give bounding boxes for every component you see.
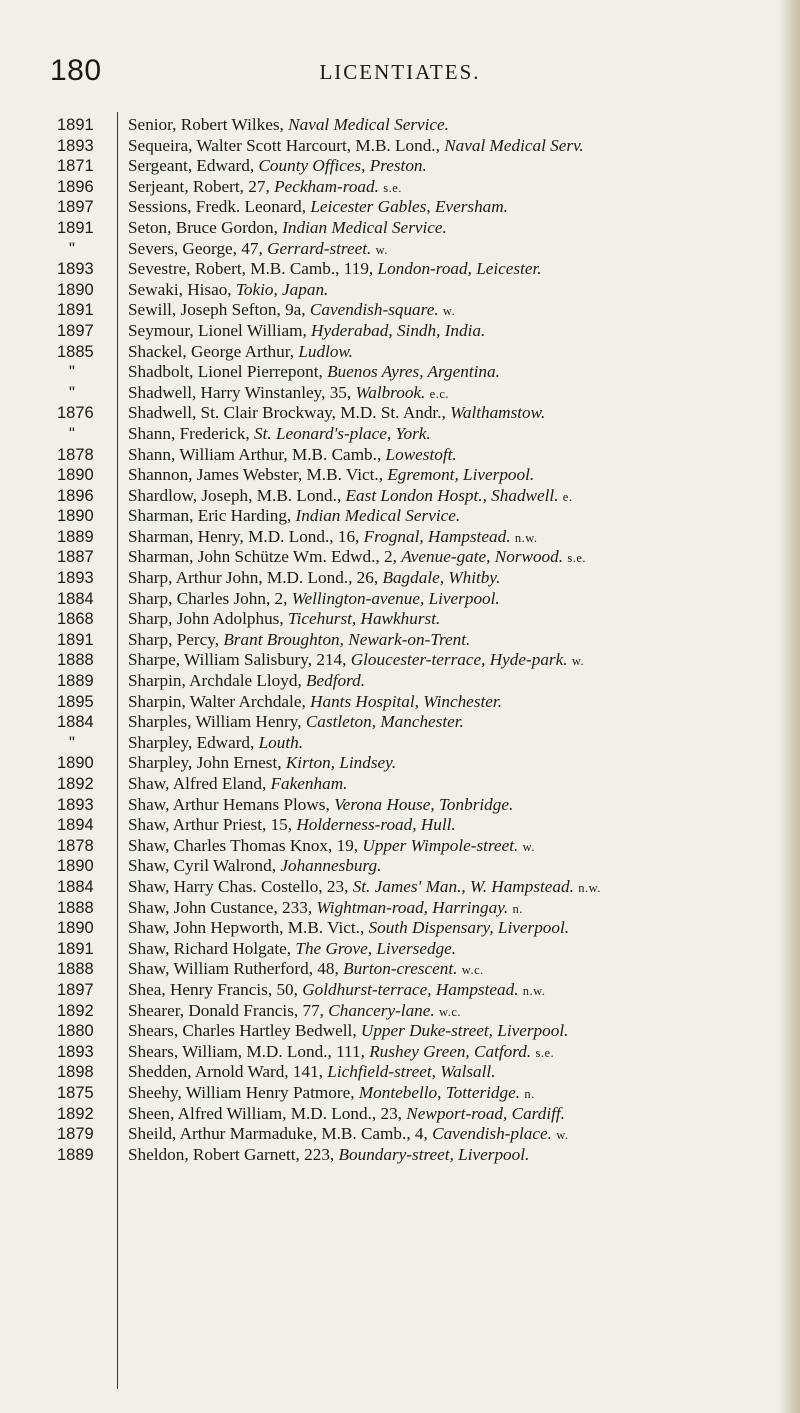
list-item: [0, 424, 800, 445]
entry-name: Shears, Charles Hartley Bedwell,: [128, 1021, 361, 1041]
entry-name: Shadwell, Harry Winstanley, 35,: [128, 382, 356, 402]
entry-district: n.: [512, 901, 523, 916]
entry-place: Goldhurst-terrace, Hampstead.: [302, 979, 519, 999]
list-item: [0, 300, 800, 321]
entry-place: Upper Wimpole-street.: [362, 835, 519, 855]
entry-name: Severs, George, 47,: [128, 238, 268, 258]
page-header: [0, 54, 800, 94]
entry-place: Ludlow.: [298, 341, 353, 361]
list-item: [0, 506, 800, 527]
list-item: [0, 197, 800, 218]
list-item: [0, 239, 800, 260]
entry-year: 1892: [57, 1001, 94, 1020]
entry-year: 1889: [57, 1145, 94, 1164]
entry-year: 1890: [57, 857, 94, 876]
entry-text: [128, 424, 783, 445]
entry-year: 1896: [57, 177, 94, 196]
entry-text: [128, 239, 783, 261]
list-item: [0, 692, 800, 713]
entry-place: Verona House, Tonbridge.: [334, 794, 514, 814]
entry-year: 1890: [57, 507, 94, 526]
entry-year: 1897: [57, 321, 94, 340]
entry-year: 1880: [57, 1022, 94, 1041]
entry-year: 1878: [57, 445, 94, 464]
list-item: [0, 115, 800, 136]
list-item: [0, 321, 800, 342]
entry-name: Shaw, Richard Holgate,: [128, 938, 296, 958]
entry-name: Sheild, Arthur Marmaduke, M.B. Camb., 4,: [128, 1124, 433, 1144]
entry-place: Boundary-street, Liverpool.: [338, 1144, 530, 1164]
entry-year: 1876: [57, 404, 94, 423]
entry-text: [128, 1104, 783, 1125]
entry-district: w.: [375, 242, 388, 257]
entry-text: [128, 1083, 783, 1105]
entry-year: 1891: [57, 939, 94, 958]
entry-name: Shears, William, M.D. Lond., 111,: [128, 1041, 370, 1061]
list-item: [0, 918, 800, 939]
list-item: [0, 342, 800, 363]
entry-district: w.c.: [439, 1004, 462, 1019]
entry-place: Gerrard-street.: [267, 238, 372, 258]
list-item: [0, 362, 800, 383]
entry-name: Senior, Robert Wilkes,: [128, 115, 289, 134]
entry-district: n.w.: [578, 880, 601, 895]
entry-text: [128, 1001, 783, 1023]
entry-place: Naval Medical Service.: [288, 115, 449, 134]
entry-year: 1893: [57, 569, 94, 588]
entry-text: [128, 1145, 783, 1166]
entry-name: Sevestre, Robert, M.B. Camb., 119,: [128, 259, 378, 279]
entry-year: 1885: [57, 342, 94, 361]
entry-text: [128, 815, 783, 836]
entry-place: Tokio, Japan.: [235, 279, 329, 299]
list-item: [0, 527, 800, 548]
entry-text: [128, 218, 783, 239]
entry-place: Wightman-road, Harringay.: [316, 897, 509, 917]
list-item: [0, 1124, 800, 1145]
entry-place: County Offices, Preston.: [258, 156, 427, 176]
entry-year: 1892: [57, 1104, 94, 1123]
entry-name: Shannon, James Webster, M.B. Vict.,: [128, 465, 388, 485]
entry-name: Shardlow, Joseph, M.B. Lond.,: [128, 485, 346, 505]
entry-district: s.e.: [567, 551, 587, 566]
entry-text: [128, 1124, 783, 1146]
entry-place: Cavendish-place.: [432, 1124, 552, 1144]
entry-year: 1893: [57, 136, 94, 155]
entry-text: [128, 280, 783, 301]
entry-place: Castleton, Manchester.: [305, 712, 464, 732]
entry-name: Sewaki, Hisao,: [128, 279, 236, 299]
entry-place: Burton-crescent.: [343, 959, 458, 979]
entry-place: Frognal, Hampstead.: [363, 526, 511, 546]
entry-year: 1891: [57, 116, 94, 134]
entry-name: Serjeant, Robert, 27,: [128, 176, 275, 196]
entry-place: Walbrook.: [355, 382, 426, 402]
entry-year: 1895: [57, 692, 94, 711]
entry-text: [128, 259, 783, 280]
entry-text: [128, 753, 783, 774]
entry-year: 1868: [57, 610, 94, 629]
entry-district: w.: [556, 1128, 569, 1143]
entry-district: w.c.: [461, 963, 484, 978]
entry-text: [128, 383, 783, 405]
list-item: [0, 1062, 800, 1083]
entry-place: Johannesburg.: [280, 856, 382, 876]
list-item: [0, 836, 800, 857]
list-item: [0, 795, 800, 816]
entry-place: Egremont, Liverpool.: [387, 465, 535, 485]
licentiates-list: [0, 115, 800, 1165]
entry-place: Louth.: [258, 732, 304, 752]
entry-district: e.: [562, 489, 573, 504]
entry-year: 1896: [57, 486, 94, 505]
entry-year: 1888: [57, 960, 94, 979]
list-item: [0, 465, 800, 486]
entry-place: Indian Medical Service.: [282, 217, 447, 237]
entry-text: [128, 115, 783, 136]
entry-name: Sequeira, Walter Scott Harcourt, M.B. Lond.,: [128, 135, 445, 155]
list-item: [0, 753, 800, 774]
entry-name: Sharpe, William Salisbury, 214,: [128, 650, 351, 670]
entry-year: 1891: [57, 301, 94, 320]
entry-text: [128, 1042, 783, 1064]
entry-text: [128, 156, 783, 177]
list-item: [0, 712, 800, 733]
entry-text: [128, 568, 783, 589]
entry-place: Rushey Green, Catford.: [369, 1041, 532, 1061]
entry-name: Shaw, Arthur Hemans Plows,: [128, 794, 335, 814]
entry-year: 1879: [57, 1125, 94, 1144]
entry-year: 1889: [57, 672, 94, 691]
list-item: [0, 403, 800, 424]
entry-year: 1878: [57, 836, 94, 855]
entry-name: Shaw, Arthur Priest, 15,: [128, 815, 297, 835]
entry-year: 1884: [57, 589, 94, 608]
entry-name: Sharpley, John Ernest,: [128, 753, 286, 773]
list-item: [0, 1021, 800, 1042]
list-item: [0, 568, 800, 589]
list-item: [0, 1083, 800, 1104]
entry-year: ": [69, 363, 75, 382]
entry-year: 1887: [57, 548, 94, 567]
entry-place: Ticehurst, Hawkhurst.: [287, 609, 441, 629]
entry-name: Shaw, Alfred Eland,: [128, 774, 271, 793]
entry-place: Hants Hospital, Winchester.: [310, 691, 502, 711]
entry-place: Lichfield-street, Walsall.: [327, 1062, 496, 1082]
entry-place: Leicester Gables, Eversham.: [310, 197, 508, 217]
entry-place: Lowestoft.: [385, 444, 457, 464]
entry-name: Sharp, Arthur John, M.D. Lond., 26,: [128, 568, 383, 588]
entry-place: Bagdale, Whitby.: [382, 568, 501, 588]
list-item: [0, 589, 800, 610]
entry-name: Sheen, Alfred William, M.D. Lond., 23,: [128, 1103, 407, 1123]
entry-name: Sharpin, Archdale Lloyd,: [128, 671, 307, 691]
entry-text: [128, 465, 783, 486]
entry-name: Shearer, Donald Francis, 77,: [128, 1000, 329, 1020]
entry-year: 1890: [57, 754, 94, 773]
entry-year: 1884: [57, 877, 94, 896]
list-item: [0, 156, 800, 177]
entry-place: Brant Broughton, Newark-on-Trent.: [223, 629, 471, 649]
entry-text: [128, 671, 783, 692]
entry-year: 1890: [57, 280, 94, 299]
entry-text: [128, 177, 783, 199]
list-item: [0, 136, 800, 157]
list-item: [0, 898, 800, 919]
entry-text: [128, 506, 783, 527]
list-item: [0, 939, 800, 960]
entry-text: [128, 547, 783, 569]
entry-name: Seton, Bruce Gordon,: [128, 217, 283, 237]
entry-district: w.: [571, 654, 585, 669]
entry-name: Shadwell, St. Clair Brockway, M.D. St. Andr.,: [128, 403, 451, 423]
entry-name: Shackel, George Arthur,: [128, 341, 299, 361]
entry-place: Bedford.: [306, 671, 366, 691]
entry-year: 1893: [57, 260, 94, 279]
entry-name: Sergeant, Edward,: [128, 156, 259, 176]
entry-place: Newport-road, Cardiff.: [406, 1103, 565, 1123]
entry-text: [128, 136, 783, 157]
list-item: [0, 218, 800, 239]
entry-place: Walthamstow.: [450, 403, 546, 423]
entry-place: St. Leonard's-place, York.: [254, 423, 431, 443]
entry-place: East London Hospt., Shadwell.: [345, 485, 559, 505]
entry-name: Shadbolt, Lionel Pierrepont,: [128, 362, 328, 382]
entry-name: Sharpley, Edward,: [128, 732, 259, 752]
list-item: [0, 774, 800, 795]
entry-text: [128, 527, 783, 549]
entry-year: 1889: [57, 527, 94, 546]
entry-year: 1893: [57, 795, 94, 814]
entry-year: ": [69, 424, 75, 443]
entry-text: [128, 836, 783, 858]
entry-district: e.c.: [429, 386, 450, 401]
entry-name: Shaw, William Rutherford, 48,: [128, 959, 344, 979]
entry-district: w.: [442, 304, 456, 319]
list-item: [0, 609, 800, 630]
entry-name: Shaw, Charles Thomas Knox, 19,: [128, 835, 363, 855]
entry-text: [128, 630, 783, 651]
entry-name: Sharp, Charles John, 2,: [128, 588, 292, 608]
entry-text: [128, 609, 783, 630]
entry-place: Avenue-gate, Norwood.: [401, 547, 564, 567]
entry-year: 1890: [57, 919, 94, 938]
entry-name: Shedden, Arnold Ward, 141,: [128, 1062, 328, 1082]
list-item: [0, 280, 800, 301]
entry-district: s.e.: [535, 1045, 555, 1060]
list-item: [0, 671, 800, 692]
entry-year: 1893: [57, 1042, 94, 1061]
entry-name: Sharples, William Henry,: [128, 712, 306, 732]
entry-text: [128, 918, 783, 939]
list-item: [0, 177, 800, 198]
entry-year: 1884: [57, 713, 94, 732]
entry-place: Indian Medical Service.: [295, 506, 461, 526]
entry-year: 1898: [57, 1063, 94, 1082]
list-item: [0, 259, 800, 280]
list-item: [0, 383, 800, 404]
entry-text: [128, 712, 783, 733]
entry-year: ": [69, 733, 75, 752]
list-item: [0, 1104, 800, 1125]
entry-district: n.w.: [522, 983, 546, 998]
entry-year: ": [69, 383, 75, 402]
entry-place: Upper Duke-street, Liverpool.: [360, 1021, 569, 1041]
entry-year: 1897: [57, 980, 94, 999]
entry-place: Gloucester-terrace, Hyde-park.: [350, 650, 568, 670]
entry-name: Shaw, Cyril Walrond,: [128, 856, 281, 876]
entry-name: Shann, Frederick,: [128, 423, 255, 443]
entry-text: [128, 362, 783, 383]
entry-place: Holderness-road, Hull.: [296, 815, 456, 835]
entry-text: [128, 795, 783, 816]
list-item: [0, 445, 800, 466]
list-item: [0, 877, 800, 898]
entry-name: Shaw, Harry Chas. Costello, 23,: [128, 876, 353, 896]
entry-year: 1871: [57, 157, 94, 176]
entry-place: Montebello, Totteridge.: [358, 1082, 521, 1102]
entry-place: St. James' Man., W. Hampstead.: [352, 876, 574, 896]
entry-district: n.: [524, 1086, 535, 1101]
entry-year: 1875: [57, 1083, 94, 1102]
entry-name: Sheldon, Robert Garnett, 223,: [128, 1144, 339, 1164]
entry-district: s.e.: [383, 180, 402, 195]
entry-text: [128, 403, 783, 424]
entry-name: Shaw, John Custance, 233,: [128, 897, 317, 917]
list-item: [0, 1145, 800, 1166]
entry-year: 1888: [57, 651, 94, 670]
entry-year: 1890: [57, 466, 94, 485]
list-item: [0, 856, 800, 877]
entry-text: [128, 980, 783, 1002]
entry-text: [128, 589, 783, 610]
entry-name: Sheehy, William Henry Patmore,: [128, 1082, 359, 1102]
entry-text: [128, 300, 783, 322]
entry-year: ": [69, 239, 75, 258]
entry-name: Sessions, Fredk. Leonard,: [128, 197, 311, 217]
entry-place: London-road, Leicester.: [377, 259, 542, 279]
entry-text: [128, 733, 783, 754]
entry-name: Shea, Henry Francis, 50,: [128, 979, 303, 999]
entry-text: [128, 1021, 783, 1042]
entry-text: [128, 650, 783, 672]
entry-text: [128, 774, 783, 795]
list-item: [0, 959, 800, 980]
entry-name: Sharman, John Schütze Wm. Edwd., 2,: [128, 547, 402, 567]
entry-place: Peckham-road.: [274, 176, 379, 196]
entry-name: Sharman, Henry, M.D. Lond., 16,: [128, 526, 364, 546]
entry-year: 1891: [57, 218, 94, 237]
entry-place: Chancery-lane.: [328, 1000, 435, 1020]
list-item: [0, 1042, 800, 1063]
entry-text: [128, 445, 783, 466]
entry-text: [128, 342, 783, 363]
entry-text: [128, 877, 783, 899]
entry-text: [128, 692, 783, 713]
entry-year: 1891: [57, 630, 94, 649]
entry-district: n.w.: [514, 530, 538, 545]
entry-name: Sewill, Joseph Sefton, 9a,: [128, 300, 310, 320]
entry-place: Fakenham.: [270, 774, 348, 793]
entry-place: South Dispensary, Liverpool.: [368, 918, 570, 938]
entry-text: [128, 321, 783, 342]
list-item: [0, 650, 800, 671]
entry-place: Cavendish-square.: [309, 300, 439, 320]
running-head: LICENTIATES.: [319, 60, 481, 84]
entry-name: Sharp, John Adolphus,: [128, 609, 288, 629]
entry-district: w.: [522, 839, 535, 854]
page-number: 180: [50, 54, 102, 87]
entry-year: 1897: [57, 198, 94, 217]
entry-place: The Grove, Liversedge.: [295, 938, 457, 958]
entry-text: [128, 959, 783, 981]
entry-name: Sharp, Percy,: [128, 629, 224, 649]
list-item: [0, 733, 800, 754]
entry-place: Wellington-avenue, Liverpool.: [291, 588, 500, 608]
entry-name: Sharpin, Walter Archdale,: [128, 691, 311, 711]
entry-name: Seymour, Lionel William,: [128, 320, 312, 340]
list-item: [0, 980, 800, 1001]
entry-place: Kirton, Lindsey.: [285, 753, 397, 773]
entry-text: [128, 197, 783, 218]
entry-text: [128, 939, 783, 960]
list-item: [0, 815, 800, 836]
entry-year: 1888: [57, 898, 94, 917]
entry-place: Naval Medical Serv.: [444, 135, 584, 155]
entry-text: [128, 898, 783, 920]
entry-name: Shann, William Arthur, M.B. Camb.,: [128, 444, 386, 464]
list-item: [0, 486, 800, 507]
entry-year: 1894: [57, 816, 94, 835]
entry-text: [128, 486, 783, 508]
list-item: [0, 630, 800, 651]
entry-place: Hyderabad, Sindh, India.: [311, 320, 486, 340]
entry-name: Sharman, Eric Harding,: [128, 506, 296, 526]
list-item: [0, 547, 800, 568]
entry-place: Buenos Ayres, Argentina.: [327, 362, 500, 382]
list-item: [0, 1001, 800, 1022]
entry-text: [128, 856, 783, 877]
entry-text: [128, 1062, 783, 1083]
entry-year: 1892: [57, 775, 94, 793]
entry-name: Shaw, John Hepworth, M.B. Vict.,: [128, 918, 369, 938]
